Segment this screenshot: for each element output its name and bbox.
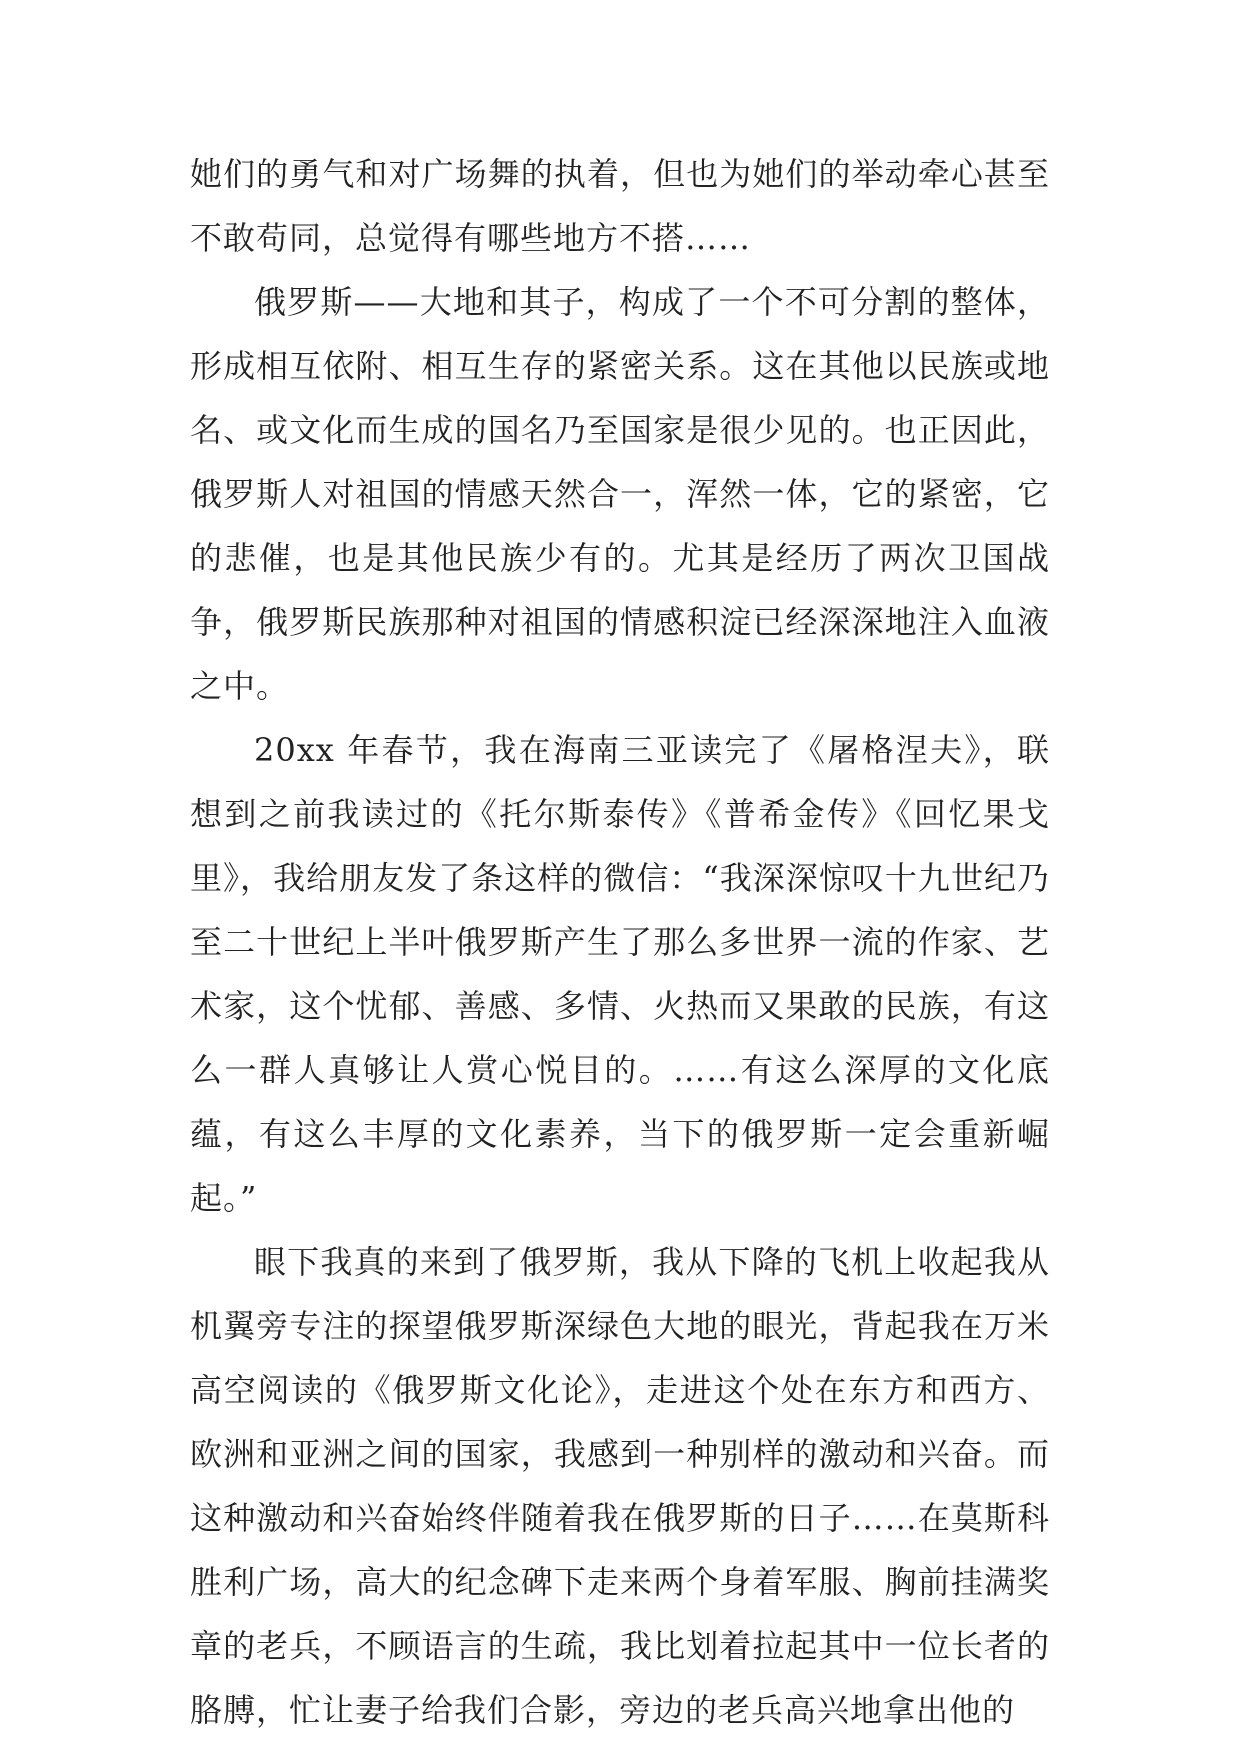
paragraph-arrival: 眼下我真的来到了俄罗斯，我从下降的飞机上收起我从机翼旁专注的探望俄罗斯深绿色大地的眼光，背起我在万米高空阅读的《俄罗斯文化论》，走进这个处在东方和西方、欧洲和亚洲之间的国家，我感到一种别样的激动和兴奋。而这种激动和兴奋始终伴随着我在俄罗斯的日子……在莫斯科胜利广场，高大的纪念碑下走来两个身着军服、胸前挂满奖章的老兵，不顾语言的生疏，我比划着拉起其中一位长者的胳膊，忙让妻子给我们合影，旁边的老兵高兴地拿出他的 xyxy=(190,1243,1050,1729)
paragraph-continuation: 她们的勇气和对广场舞的执着，但也为她们的举动牵心甚至不敢苟同，总觉得有哪些地方不搭…… xyxy=(190,155,1050,257)
paragraph-spring-festival: 20xx 年春节，我在海南三亚读完了《屠格涅夫》，联想到之前我读过的《托尔斯泰传》《普希金传》《回忆果戈里》，我给朋友发了条这样的微信：“我深深惊叹十九世纪乃至二十世纪上半叶俄罗斯产生了那么多世界一流的作家、艺术家，这个忧郁、善感、多情、火热而又果敢的民族，有这么一群人真够让人赏心悦目的。……有这么深厚的文化底蕴，有这么丰厚的文化素养，当下的俄罗斯一定会重新崛起。” xyxy=(190,731,1050,1217)
paragraph-russia-land: 俄罗斯——大地和其子，构成了一个不可分割的整体，形成相互依附、相互生存的紧密关系。这在其他以民族或地名、或文化而生成的国名乃至国家是很少见的。也正因此，俄罗斯人对祖国的情感天然合一，浑然一体，它的紧密，它的悲催，也是其他民族少有的。尤其是经历了两次卫国战争，俄罗斯民族那种对祖国的情感积淀已经深深地注入血液之中。 xyxy=(190,283,1050,705)
document-page xyxy=(190,142,1050,1742)
